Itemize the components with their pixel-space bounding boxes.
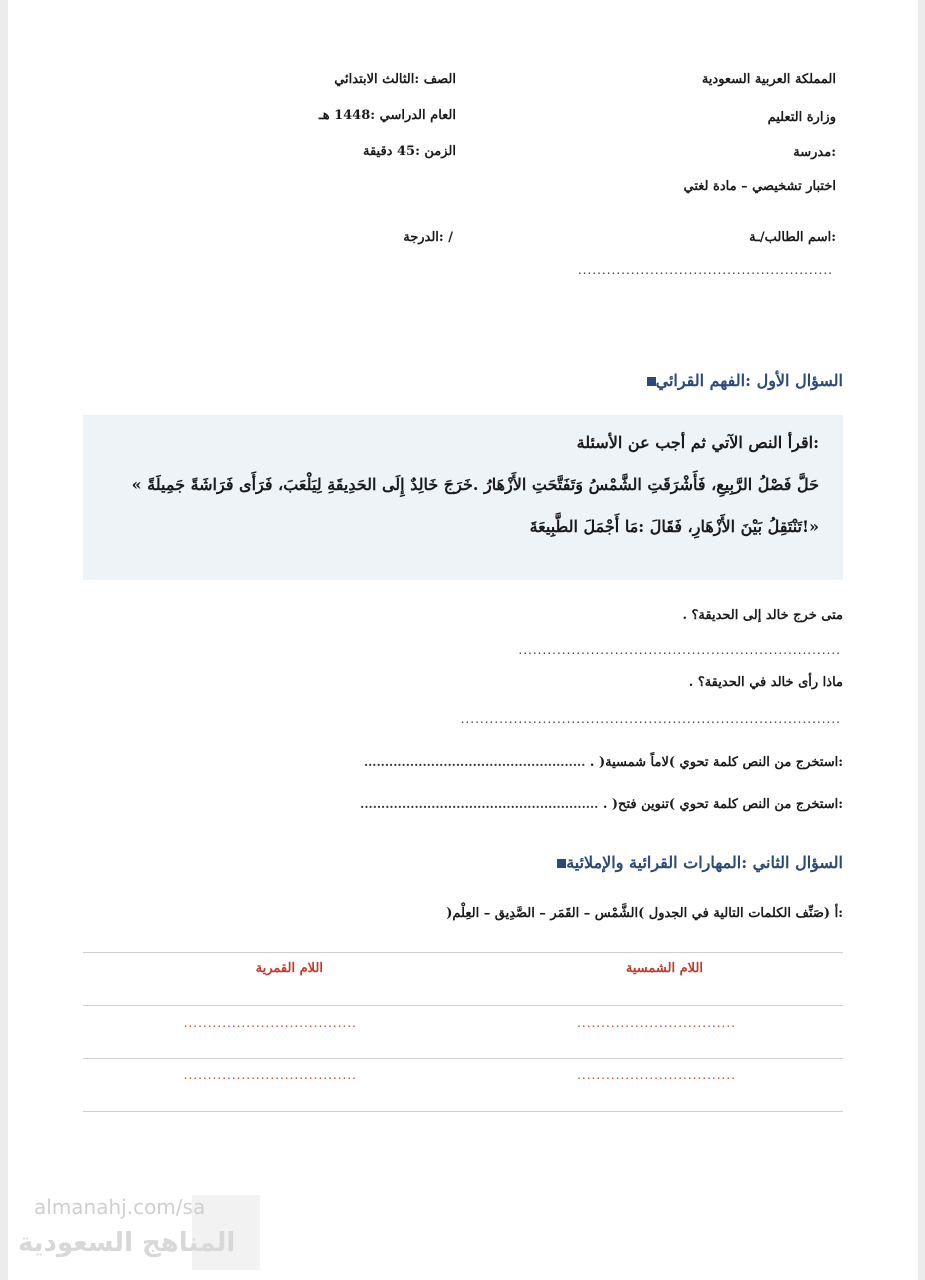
watermark-url: almanahj.com/sa xyxy=(34,1195,206,1219)
kingdom-label: المملكة العربية السعودية xyxy=(701,72,836,87)
q1-title xyxy=(643,371,843,390)
passage-line-2: «!تَنْتَقِلُ بَيْنَ الأَزْهَارِ، فَقَالَ :مَا أَجْمَلَ الطَّبِيعَةَ xyxy=(529,517,819,536)
question-3 xyxy=(364,755,843,770)
answer-line-1[interactable]: ................................................................... xyxy=(518,643,841,657)
answer-line-4[interactable]: ......................................................... xyxy=(360,797,599,811)
year-label: العام الدراسي :1448 هـ xyxy=(318,108,456,123)
q1-title-text: السؤال الأول :الفهم القرائي xyxy=(655,371,843,390)
q2-title xyxy=(553,853,843,872)
table-bottom-border xyxy=(83,1111,843,1112)
question-4-text: :استخرج من النص كلمة تحوي )تنوين فتح( . xyxy=(602,797,843,812)
q2-instruction: :أ (صَنِّف الكلمات التالية في الجدول )الشَّمْس – القَمَر – الصَّدِيق – العِلْم( xyxy=(446,906,843,921)
worksheet-page xyxy=(8,0,918,1280)
passage-instruction: :اقرأ النص الآتي ثم أجب عن الأسئلة xyxy=(576,433,819,452)
square-bullet-icon xyxy=(557,859,566,868)
q2-title-text: السؤال الثاني :المهارات القرائية والإملائية xyxy=(566,853,843,872)
question-1: متى خرج خالد إلى الحديقة؟ . xyxy=(682,608,843,623)
table-cell-qamariya-1[interactable]: .................................... xyxy=(183,1016,357,1030)
header-shamsiya: اللام الشمسية xyxy=(625,961,703,976)
passage-line-1: حَلَّ فَصْلُ الرَّبِيعِ، فَأَشْرَقَتِ الشَّمْسُ وَتَفَتَّحَتِ الأَزْهَارُ .خَرَجَ خَالِدٌ إِلَى الحَدِيقَةِ لِيَلْعَبَ، فَرَأَى فَرَاشَةً جَمِيلَةً » xyxy=(131,475,819,494)
square-bullet-icon xyxy=(647,377,656,386)
table-cell-qamariya-2[interactable]: .................................... xyxy=(183,1068,357,1082)
table-cell-shamsiya-1[interactable]: ................................. xyxy=(577,1016,736,1030)
exam-title: اختبار تشخيصي – مادة لغتي xyxy=(683,179,836,194)
ministry-label: وزارة التعليم xyxy=(767,110,836,125)
answer-line-3[interactable]: ..................................................... xyxy=(363,755,586,769)
school-label: :مدرسة xyxy=(793,145,836,160)
student-name-line[interactable]: ..................................................... xyxy=(577,263,833,277)
student-name-label: :اسم الطالب/ـة xyxy=(749,230,836,245)
answer-line-2[interactable]: ............................................................................... xyxy=(460,712,841,726)
time-label: الزمن :45 دقيقة xyxy=(362,144,456,159)
reading-passage-box xyxy=(83,415,843,580)
question-2: ماذا رأى خالد في الحديقة؟ . xyxy=(688,675,843,690)
watermark-brand: المناهج السعودية xyxy=(18,1228,236,1258)
table-cell-shamsiya-2[interactable]: ................................. xyxy=(577,1068,736,1082)
question-4 xyxy=(360,797,843,812)
table-row-divider xyxy=(83,1005,843,1006)
header-qamariya: اللام القمرية xyxy=(255,961,323,976)
score-label: / :الدرجة xyxy=(403,230,453,245)
grade-label: الصف :الثالث الابتدائي xyxy=(334,72,456,87)
table-top-border xyxy=(83,952,843,953)
table-row-divider xyxy=(83,1058,843,1059)
question-3-text: :استخرج من النص كلمة تحوي )لاماً شمسية( . xyxy=(589,755,843,770)
